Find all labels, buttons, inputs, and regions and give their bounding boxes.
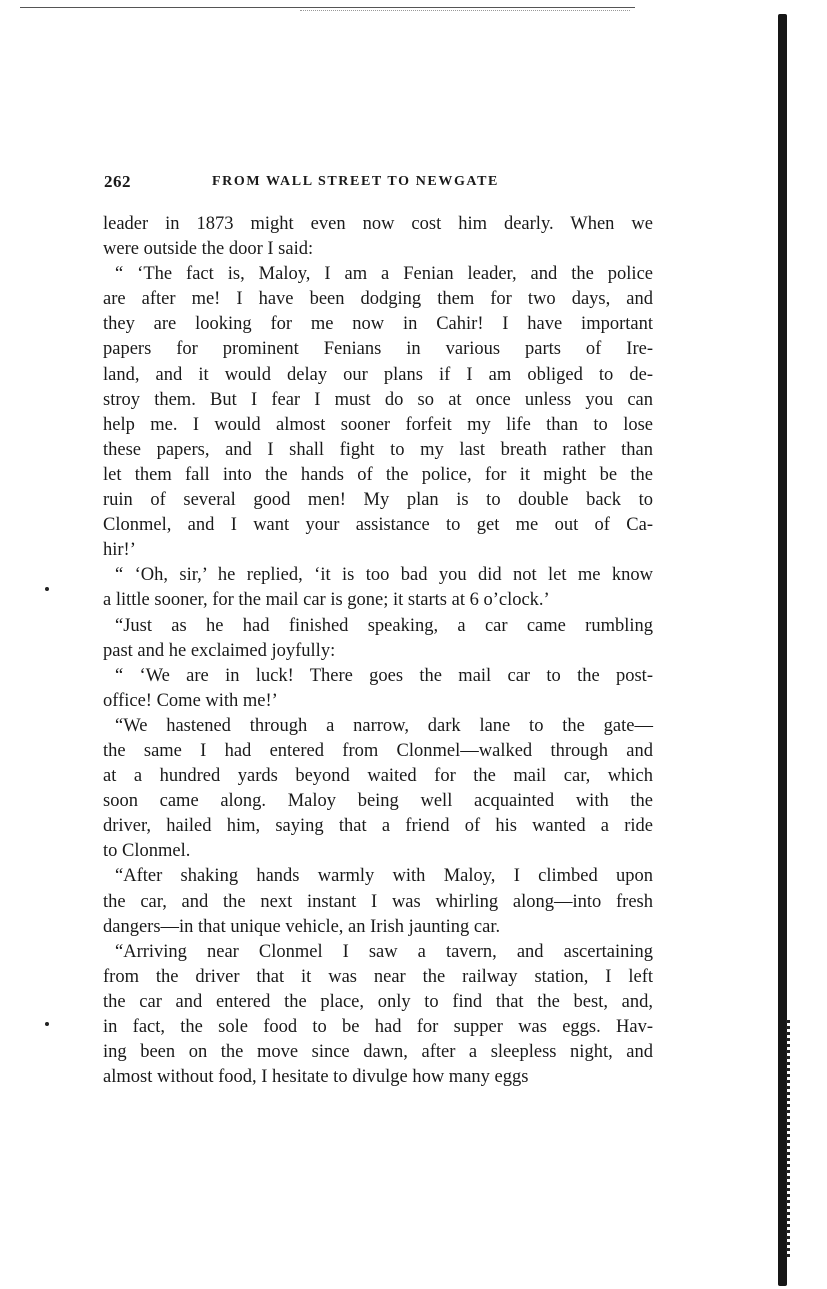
text-line: ing been on the move since dawn, after a sleepless night, and: [103, 1042, 653, 1063]
book-spine-fray: [786, 1020, 790, 1260]
text-line: the same I had entered from Clonmel—walked through and: [103, 740, 653, 761]
text-line: from the driver that it was near the railway station, I left: [103, 966, 653, 987]
text-line: the car and entered the place, only to find that the best, and,: [103, 991, 653, 1012]
text-line: “We hastened through a narrow, dark lane to the gate—: [115, 715, 653, 736]
text-line: dangers—in that unique vehicle, an Irish jaunting car.: [103, 916, 501, 937]
text-line: “After shaking hands warmly with Maloy, I climbed upon: [115, 866, 653, 887]
text-line: almost without food, I hesitate to divulge how many eggs: [103, 1067, 529, 1088]
top-rule-dots: [300, 10, 630, 11]
margin-speck: [45, 587, 49, 591]
text-line: to Clonmel.: [103, 841, 191, 862]
running-head: [104, 172, 556, 196]
text-line: let them fall into the hands of the police, for it might be the: [103, 464, 653, 485]
text-line: land, and it would delay our plans if I am obliged to de-: [103, 364, 653, 385]
text-line: stroy them. But I fear I must do so at once unless you can: [103, 389, 653, 410]
text-line: are after me! I have been dodging them for two days, and: [103, 289, 653, 310]
text-line: Clonmel, and I want your assistance to get me out of Ca-: [103, 515, 653, 536]
text-line: “ ‘Oh, sir,’ he replied, ‘it is too bad you did not let me know: [115, 565, 653, 586]
text-line: “Arriving near Clonmel I saw a tavern, and ascertaining: [115, 941, 653, 962]
page-title: FROM WALL STREET TO NEWGATE: [212, 174, 499, 189]
body-text: [103, 212, 653, 1090]
text-line: were outside the door I said:: [103, 239, 314, 260]
page-number: 262: [104, 172, 131, 191]
text-line: hir!’: [103, 540, 136, 561]
text-line: leader in 1873 might even now cost him dearly. When we: [103, 214, 653, 234]
text-line: “Just as he had finished speaking, a car came rumbling: [115, 615, 653, 636]
text-line: soon came along. Maloy being well acquainted with the: [103, 791, 653, 812]
text-line: driver, hailed him, saying that a friend of his wanted a ride: [103, 816, 653, 837]
text-line: they are looking for me now in Cahir! I have important: [103, 314, 653, 335]
text-line: past and he exclaimed joyfully:: [103, 640, 336, 661]
top-rule: [20, 7, 635, 8]
text-line: these papers, and I shall fight to my last breath rather than: [103, 439, 653, 460]
text-line: the car, and the next instant I was whirling along—into fresh: [103, 891, 653, 912]
text-line: a little sooner, for the mail car is gone; it starts at 6 o’clock.’: [103, 590, 550, 611]
margin-speck: [45, 1022, 49, 1026]
text-line: help me. I would almost sooner forfeit my life than to lose: [103, 414, 653, 435]
text-line: at a hundred yards beyond waited for the mail car, which: [103, 766, 653, 787]
text-line: papers for prominent Fenians in various parts of Ire-: [103, 339, 653, 360]
text-line: “ ‘The fact is, Maloy, I am a Fenian leader, and the police: [115, 264, 653, 285]
text-line: ruin of several good men! My plan is to double back to: [103, 490, 653, 511]
text-line: “ ‘We are in luck! There goes the mail car to the post-: [115, 665, 653, 686]
text-line: office! Come with me!’: [103, 690, 278, 711]
text-line: in fact, the sole food to be had for supper was eggs. Hav-: [103, 1017, 653, 1037]
